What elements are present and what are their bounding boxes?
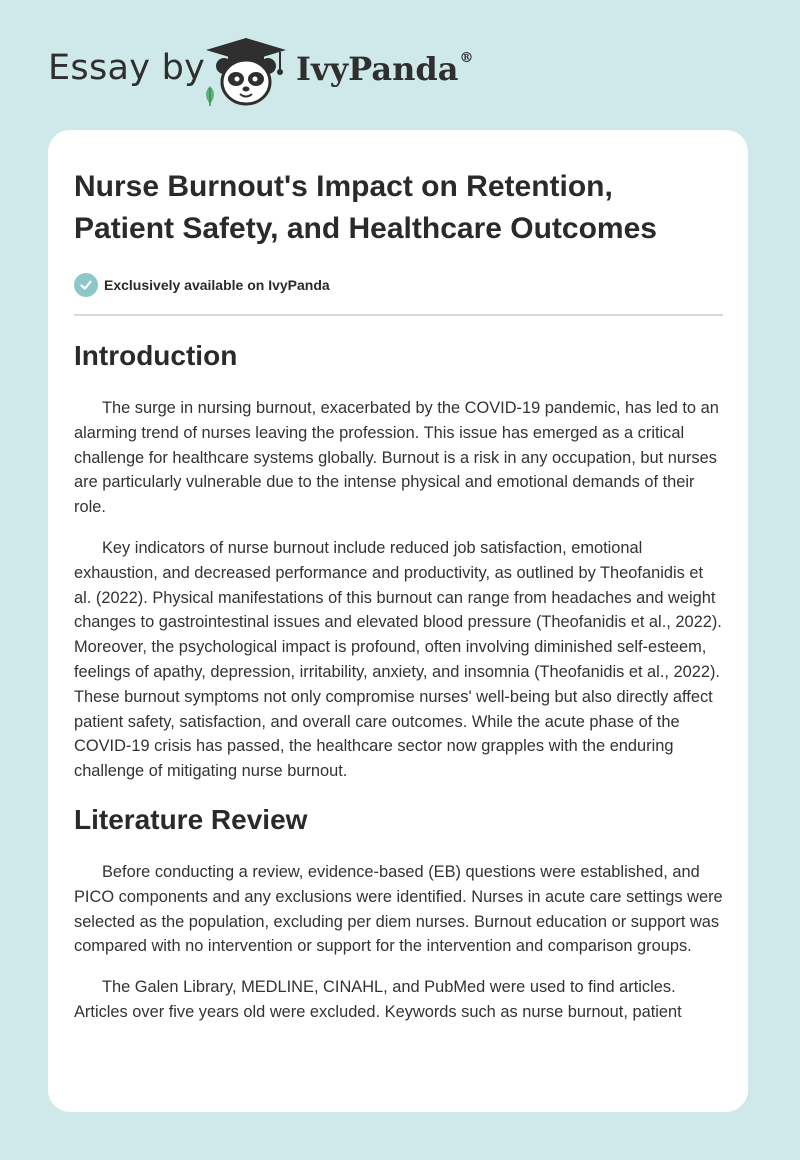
panda-logo-icon[interactable] (200, 36, 292, 108)
brand-name: IvyPanda (296, 50, 459, 88)
paragraph: The surge in nursing burnout, exacerbated by the COVID-19 pandemic, has led to an alarming trend of nurses leaving the profession. This issue has emerged as a critical challenge for healthcare systems globally. Burnout is a risk in any occupation, but nurses are particularly vulnerable due to the intense physical and emotional demands of their role. (74, 399, 719, 517)
paragraph: Key indicators of nurse burnout include reduced job satisfaction, emotional exhaustion, and decreased performance and productivity, as outlined by Theofanidis et al. (2022). Physical manifestations of this burnout can range from headaches and weight changes to gastrointestinal issues and elevated blood pressure (Theofanidis et al., 2022). Moreover, the psychological impact is profound, often involving diminished self-esteem, feelings of apathy, depression, irritability, anxiety, and insomnia (Theofanidis et al., 2022). These burnout symptoms not only compromise nurses' well-being but also directly affect patient safety, satisfaction, and overall care outcomes. While the acute phase of the COVID-19 crisis has passed, the healthcare sector now grapples with the enduring challenge of mitigating nurse burnout. (74, 538, 722, 781)
brand-logo[interactable] (296, 50, 473, 88)
divider (74, 314, 723, 316)
check-icon (74, 273, 98, 297)
badge-text: Exclusively available on IvyPanda (104, 277, 330, 293)
section-introduction (74, 336, 724, 784)
exclusive-badge (74, 272, 724, 298)
essay-by-label: Essay by (48, 48, 206, 88)
article-card (48, 130, 748, 1112)
site-header (0, 0, 800, 130)
section-heading: Literature Review (74, 803, 308, 835)
registered-mark: ® (459, 50, 474, 66)
article-content (74, 166, 724, 1025)
paragraph: The Galen Library, MEDLINE, CINAHL, and PubMed were used to find articles. Articles over five years old were excluded. Keywords such as nurse burnout, patient (74, 978, 682, 1021)
article-title: Nurse Burnout's Impact on Retention, Patient Safety, and Healthcare Outcomes (74, 170, 657, 245)
section-literature-review (74, 800, 724, 1025)
section-heading: Introduction (74, 340, 238, 371)
paragraph: Before conducting a review, evidence-based (EB) questions were established, and PICO components and any exclusions were identified. Nurses in acute care settings were selected as the population, excluding per diem nurses. Burnout education or support was compared with no intervention or support for the intervention and comparison groups. (74, 862, 723, 956)
